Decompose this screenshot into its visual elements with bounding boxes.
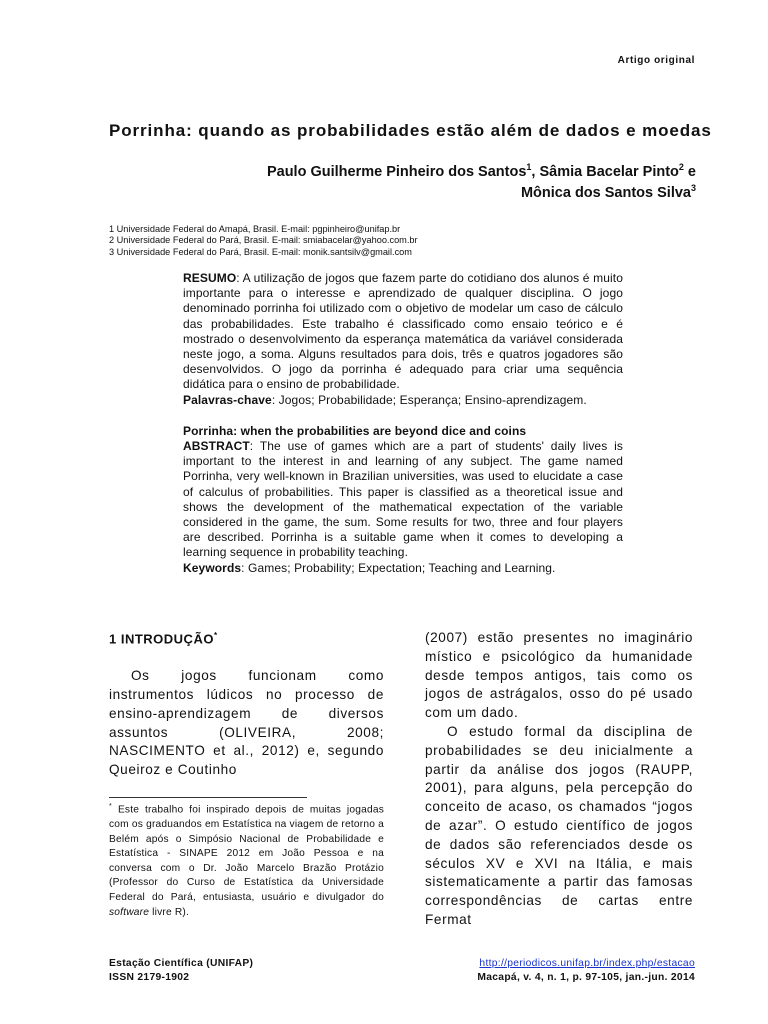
journal-issn: ISSN 2179-1902 xyxy=(109,972,190,983)
paper-title: Porrinha: quando as probabilidades estão além de dados e moedas xyxy=(109,121,712,140)
author-line-2 xyxy=(267,183,696,204)
affiliation-item: 1 Universidade Federal do Amapá, Brasil. E-mail: pgpinheiro@unifap.br xyxy=(109,224,401,234)
footnote-text-end: livre R). xyxy=(149,906,190,918)
footer-publication-info xyxy=(477,957,695,985)
author-separator: , xyxy=(531,164,540,180)
resumo-keywords-label: Palavras-chave xyxy=(183,392,272,407)
resumo-keywords-text: : Jogos; Probabilidade; Esperança; Ensino-aprendizagem. xyxy=(271,392,587,407)
resumo-paragraph xyxy=(183,271,623,393)
footnote xyxy=(109,800,384,920)
author-affiliation-mark: 2 xyxy=(678,162,684,173)
author-name: Mônica dos Santos Silva xyxy=(520,185,691,201)
body-paragraph: (2007) estão presentes no imaginário místico e psicológico da humanidade desde tempos antigos, tais como os jogos de astrágalos, osso do pé usado com um dado. xyxy=(425,630,693,721)
resumo-keywords xyxy=(183,393,623,408)
journal-name: Estação Científica (UNIFAP) xyxy=(109,958,254,969)
section-heading-text: 1 INTRODUÇÃO xyxy=(109,631,214,647)
abstract-block xyxy=(183,271,623,576)
author-conjunction: e xyxy=(683,164,696,180)
abstract-keywords-text: : Games; Probability; Expectation; Teaching and Learning. xyxy=(241,560,556,575)
author-affiliation-mark: 1 xyxy=(526,162,532,173)
abstract-paragraph xyxy=(183,439,623,561)
body-paragraph: O estudo formal da disciplina de probabilidades se deu inicialmente a partir da análise dos jogos (RAUPP, 2001), para alguns, pela percepção do conceito de acaso, os chamados “jogos de azar”. O estudo científico de jogos de dados são referenciados desde os séculos XV e XVI na Itália, e mais sistematicamente a partir das famosas correspondências de cartas entre Fermat xyxy=(425,723,693,927)
abstract-keywords-label: Keywords xyxy=(183,560,242,575)
footnote-mark: * xyxy=(109,803,112,810)
footnote-divider xyxy=(109,797,307,798)
journal-url-link[interactable]: http://periodicos.unifap.br/index.php/estacao xyxy=(479,958,695,969)
affiliation-list xyxy=(109,224,418,258)
article-type-label: Artigo original xyxy=(617,55,695,66)
footer-journal-info xyxy=(109,957,253,985)
author-affiliation-mark: 3 xyxy=(690,183,696,194)
footnote-reference-mark: * xyxy=(213,631,218,640)
footnote-text: Este trabalho foi inspirado depois de muitas jogadas com os graduandos em Estatística na viagem de retorno a Belém após o Simpósio Nacional de Probabilidade e Estatística - SINAPE 2012 em João Pessoa e na conversa com o Dr. João Marcelo Brazão Protázio (Professor do Curso de Estatística da Universidade Federal do Pará, entusiasta, usuário e divulgador do xyxy=(109,804,384,903)
abstract-text: : The use of games which are a part of students' daily lives is important to the interest in and learning of any subject. The game named Porrinha, very well-known in Brazilian universities, was used to elucidate a case of calculus of probabilities. This paper is classified as a theoretical issue and shows the development of the mathematical expectation of the variable considered in the game, the sum. Some results for two, three and four players are described. Porrinha is a suitable game when it comes to developing a learning sequence in probability teaching. xyxy=(183,439,623,560)
author-name: Paulo Guilherme Pinheiro dos Santos xyxy=(266,164,527,180)
author-line-1 xyxy=(267,162,696,183)
resumo-label: RESUMO xyxy=(183,271,237,285)
body-column-right xyxy=(425,629,693,930)
abstract-keywords xyxy=(183,561,623,576)
affiliation-item: 2 Universidade Federal do Pará, Brasil. E-mail: smiabacelar@yahoo.com.br xyxy=(109,235,418,246)
abstract-english-title: Porrinha: when the probabilities are beyond dice and coins xyxy=(183,423,527,438)
body-paragraph: Os jogos funcionam como instrumentos lúdicos no processo de ensino-aprendizagem de diversos assuntos (OLIVEIRA, 2008; NASCIMENTO et al., 2012) e, segundo Queiroz e Coutinho xyxy=(109,668,384,778)
abstract-label: ABSTRACT xyxy=(183,439,250,454)
body-column-left xyxy=(109,627,384,780)
affiliation-item: 3 Universidade Federal do Pará, Brasil. E-mail: monik.santsilv@gmail.com xyxy=(109,246,412,257)
section-heading xyxy=(109,627,384,649)
author-list xyxy=(267,162,696,204)
footnote-italic-term: software xyxy=(109,906,150,918)
volume-info: Macapá, v. 4, n. 1, p. 97-105, jan.-jun. 2014 xyxy=(477,972,695,983)
resumo-text: : A utilização de jogos que fazem parte do cotidiano dos alunos é muito importante para o interesse e aprendizado de qualquer disciplina. O jogo denominado porrinha foi utilizado com o objetivo de modelar um caso de cálculo das probabilidades. Este trabalho é classificado como ensaio teórico e é mostrado o desenvolvimento da esperança matemática da variável considerada neste jogo, a soma. Alguns resultados para dois, três e quatros jogadores são desenvolvidos. O jogo da porrinha é adequado para criar uma sequência didática para o ensino de probabilidade. xyxy=(183,271,623,392)
author-name: Sâmia Bacelar Pinto xyxy=(539,164,679,180)
